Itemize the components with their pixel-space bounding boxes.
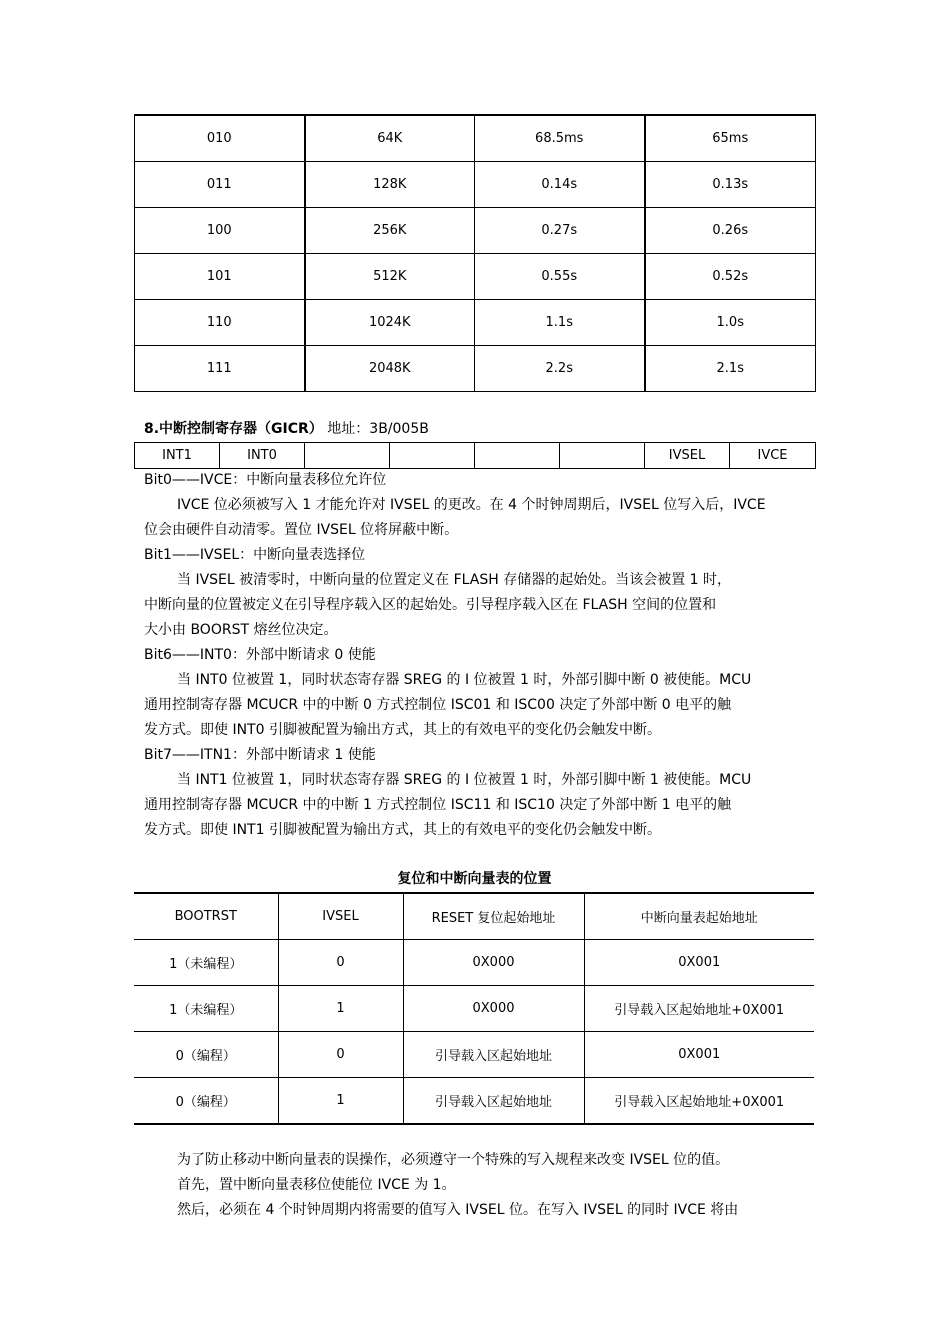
- table-row: [134, 986, 814, 1032]
- table-cell: 0.55s: [475, 254, 645, 300]
- table-cell: 1: [278, 986, 403, 1032]
- paragraph-line: 中断向量的位置被定义在引导程序载入区的起始处。引导程序载入区在 FLASH 空间的位置和: [144, 597, 717, 613]
- register-bit-3: [475, 443, 560, 469]
- table-cell: 111: [135, 346, 305, 392]
- register-bit-5: [305, 443, 390, 469]
- table-cell: 0X001: [584, 940, 814, 986]
- section-address: 地址：3B/005B: [327, 421, 429, 437]
- paragraph-line: 位会由硬件自动清零。置位 IVSEL 位将屏蔽中断。: [144, 522, 459, 538]
- bit1-title: Bit1——IVSEL：中断向量表选择位: [144, 547, 366, 563]
- table-cell: 0.27s: [475, 208, 645, 254]
- table-cell: 0（编程）: [134, 1032, 278, 1078]
- table-cell: 011: [135, 162, 305, 208]
- table-header: BOOTRST: [134, 893, 278, 940]
- paragraph-line: 通用控制寄存器 MCUCR 中的中断 0 方式控制位 ISC01 和 ISC00 决定了外部中断 0 电平的触: [144, 697, 732, 713]
- table-cell: 0: [278, 940, 403, 986]
- table-header: RESET 复位起始地址: [403, 893, 584, 940]
- table-cell: 0.52s: [645, 254, 816, 300]
- register-bit-4: [390, 443, 475, 469]
- table-cell: 0.13s: [645, 162, 816, 208]
- table-row: [134, 1078, 814, 1125]
- table-header: IVSEL: [278, 893, 403, 940]
- table-cell: 引导载入区起始地址: [403, 1078, 584, 1125]
- table-cell: 0X000: [403, 986, 584, 1032]
- paragraph-line: 首先，置中断向量表移位使能位 IVCE 为 1。: [177, 1177, 456, 1193]
- table-cell: 2048K: [305, 346, 475, 392]
- register-bit-0: IVCE: [730, 443, 816, 469]
- table-cell: 0.14s: [475, 162, 645, 208]
- table-cell: 0.26s: [645, 208, 816, 254]
- table-cell: 引导载入区起始地址+0X001: [584, 986, 814, 1032]
- paragraph-line: 当 INT1 位被置 1，同时状态寄存器 SREG 的 I 位被置 1 时，外部引脚中断 1 被使能。MCU: [177, 772, 752, 788]
- table-row: [135, 346, 816, 392]
- table-cell: 引导载入区起始地址: [403, 1032, 584, 1078]
- table-cell: 0X001: [584, 1032, 814, 1078]
- table-cell: 1024K: [305, 300, 475, 346]
- register-bit-table: [134, 442, 816, 469]
- table-row: [135, 443, 816, 469]
- table-cell: 引导载入区起始地址+0X001: [584, 1078, 814, 1125]
- table-cell: 1（未编程）: [134, 986, 278, 1032]
- table-row: [135, 254, 816, 300]
- register-bit-7: INT1: [135, 443, 220, 469]
- section-heading: [144, 419, 429, 439]
- table-cell: 0X000: [403, 940, 584, 986]
- table-header-row: [134, 893, 814, 940]
- table-cell: 64K: [305, 115, 475, 162]
- table-cell: 010: [135, 115, 305, 162]
- paragraph-line: 当 IVSEL 被清零时，中断向量的位置定义在 FLASH 存储器的起始处。当该会被置 1 时，: [177, 572, 732, 588]
- table-cell: 65ms: [645, 115, 816, 162]
- paragraph-line: 发方式。即使 INT1 引脚被配置为输出方式，其上的有效电平的变化仍会触发中断。: [144, 822, 661, 838]
- register-bit-6: INT0: [220, 443, 305, 469]
- bit0-title: Bit0——IVCE：中断向量表移位允许位: [144, 472, 387, 488]
- table-cell: 128K: [305, 162, 475, 208]
- table-cell: 512K: [305, 254, 475, 300]
- table-cell: 100: [135, 208, 305, 254]
- table-cell: 0（编程）: [134, 1078, 278, 1125]
- table-cell: 1（未编程）: [134, 940, 278, 986]
- register-bit-1: IVSEL: [645, 443, 730, 469]
- vector-table: [134, 892, 814, 1125]
- paragraph-line: 通用控制寄存器 MCUCR 中的中断 1 方式控制位 ISC11 和 ISC10 决定了外部中断 1 电平的触: [144, 797, 732, 813]
- section-title: 8.中断控制寄存器（GICR）: [144, 421, 323, 437]
- paragraph-line: 大小由 BOORST 熔丝位决定。: [144, 622, 338, 638]
- timeout-table: [134, 114, 816, 392]
- table-cell: 0: [278, 1032, 403, 1078]
- table-row: [135, 300, 816, 346]
- table-cell: 1: [278, 1078, 403, 1125]
- table-cell: 1.1s: [475, 300, 645, 346]
- paragraph-line: 然后，必须在 4 个时钟周期内将需要的值写入 IVSEL 位。在写入 IVSEL 的同时 IVCE 将由: [177, 1202, 739, 1218]
- table-cell: 2.1s: [645, 346, 816, 392]
- paragraph-line: IVCE 位必须被写入 1 才能允许对 IVSEL 的更改。在 4 个时钟周期后，IVSEL 位写入后，IVCE: [177, 497, 766, 513]
- vector-table-title: 复位和中断向量表的位置: [397, 871, 552, 887]
- table-cell: 2.2s: [475, 346, 645, 392]
- paragraph-line: 当 INT0 位被置 1，同时状态寄存器 SREG 的 I 位被置 1 时，外部引脚中断 0 被使能。MCU: [177, 672, 752, 688]
- table-row: [135, 208, 816, 254]
- table-row: [135, 115, 816, 162]
- paragraph-line: 发方式。即使 INT0 引脚被配置为输出方式，其上的有效电平的变化仍会触发中断。: [144, 722, 661, 738]
- table-header: 中断向量表起始地址: [584, 893, 814, 940]
- bit6-title: Bit6——INT0：外部中断请求 0 使能: [144, 647, 376, 663]
- table-cell: 68.5ms: [475, 115, 645, 162]
- table-row: [134, 940, 814, 986]
- table-cell: 110: [135, 300, 305, 346]
- bit7-title: Bit7——ITN1：外部中断请求 1 使能: [144, 747, 376, 763]
- table-cell: 1.0s: [645, 300, 816, 346]
- table-row: [135, 162, 816, 208]
- table-cell: 101: [135, 254, 305, 300]
- register-bit-2: [560, 443, 645, 469]
- paragraph-line: 为了防止移动中断向量表的误操作，必须遵守一个特殊的写入规程来改变 IVSEL 位的值。: [177, 1152, 730, 1168]
- table-cell: 256K: [305, 208, 475, 254]
- table-row: [134, 1032, 814, 1078]
